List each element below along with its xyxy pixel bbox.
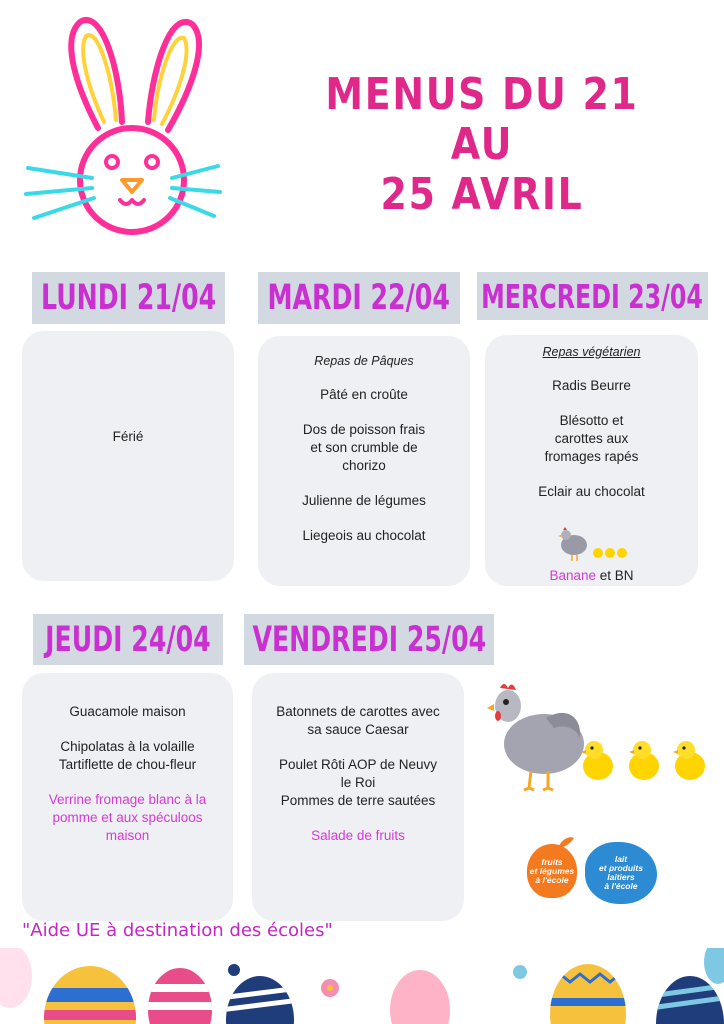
logo-text: et légumes	[529, 865, 575, 876]
easter-eggs-decoration	[0, 948, 724, 1024]
menu-subtitle: Repas de Pâques	[314, 354, 414, 368]
menu-line: le Roi	[340, 775, 376, 790]
menu-line: Pommes de terre sautées	[280, 793, 436, 808]
page-title	[293, 70, 671, 220]
menu-card-jeudi	[22, 673, 233, 921]
header-mercredi-label: MERCREDI 23/04	[481, 276, 704, 316]
menu-line: Radis Beurre	[552, 378, 631, 393]
header-lundi	[32, 272, 225, 324]
menu-line: Férié	[112, 429, 144, 444]
menu-line: pomme et aux spéculoos	[52, 810, 203, 825]
leaf-icon	[556, 836, 576, 850]
bn-text: et BN	[596, 568, 634, 583]
fruits-legumes-logo	[527, 844, 577, 898]
aide-ue-note: "Aide UE à destination des écoles"	[22, 920, 333, 941]
logo-text: fruits	[541, 856, 563, 867]
hen-and-chicks-icon	[486, 666, 712, 794]
logo-text: à l'école	[604, 881, 638, 891]
menu-card-mercredi	[485, 335, 698, 586]
header-lundi-label: LUNDI 21/04	[40, 278, 217, 318]
menu-subtitle: Repas végétarien	[542, 345, 641, 359]
header-vendredi-label: VENDREDI 25/04	[252, 619, 486, 660]
menu-line: sa sauce Caesar	[307, 722, 409, 737]
header-mardi-label: MARDI 22/04	[267, 278, 451, 318]
title-line-2: 25 AVRIL	[380, 169, 584, 220]
menu-card-mardi	[258, 336, 470, 586]
menu-line: Blésotto et	[559, 413, 624, 428]
menu-card-vendredi	[252, 673, 464, 921]
menu-line: Eclair au chocolat	[538, 484, 645, 499]
chicken-chicks-icon	[552, 523, 632, 563]
lait-produits-laitiers-logo	[585, 842, 657, 904]
menu-line: Batonnets de carottes avec	[276, 704, 440, 719]
menu-line: Pâté en croûte	[320, 387, 408, 402]
menu-line: Verrine fromage blanc à la	[48, 792, 207, 807]
neon-bunny-icon	[20, 10, 225, 235]
menu-line: Chipolatas à la volaille	[60, 739, 195, 754]
banane-text: Banane	[549, 568, 597, 583]
menu-line: carottes aux	[554, 431, 629, 446]
menu-line: et son crumble de	[310, 440, 418, 455]
menu-line-banane	[497, 567, 686, 585]
menu-line: Julienne de légumes	[302, 493, 426, 508]
menu-line: Tartiflette de chou-fleur	[58, 757, 197, 772]
title-line-1: MENUS DU 21 AU	[325, 69, 639, 170]
logo-text: laitiers	[607, 872, 635, 882]
logo-text: à l'école	[535, 874, 569, 885]
menu-line: Salade de fruits	[311, 828, 405, 843]
header-jeudi-label: JEUDI 24/04	[45, 619, 211, 660]
header-mardi	[258, 272, 460, 324]
menu-card-lundi	[22, 331, 234, 581]
menu-line: Liegeois au chocolat	[302, 528, 426, 543]
menu-line: Poulet Rôti AOP de Neuvy	[278, 757, 438, 772]
header-mercredi	[477, 272, 708, 320]
menu-line: fromages rapés	[544, 449, 639, 464]
header-jeudi	[33, 614, 223, 665]
logo-text: et produits	[599, 863, 643, 873]
menu-line: Guacamole maison	[69, 704, 186, 719]
header-vendredi	[244, 614, 494, 665]
menu-line: maison	[105, 828, 150, 843]
logo-text: lait	[614, 854, 628, 864]
menu-line: chorizo	[342, 458, 386, 473]
menu-line: Dos de poisson frais	[302, 422, 426, 437]
